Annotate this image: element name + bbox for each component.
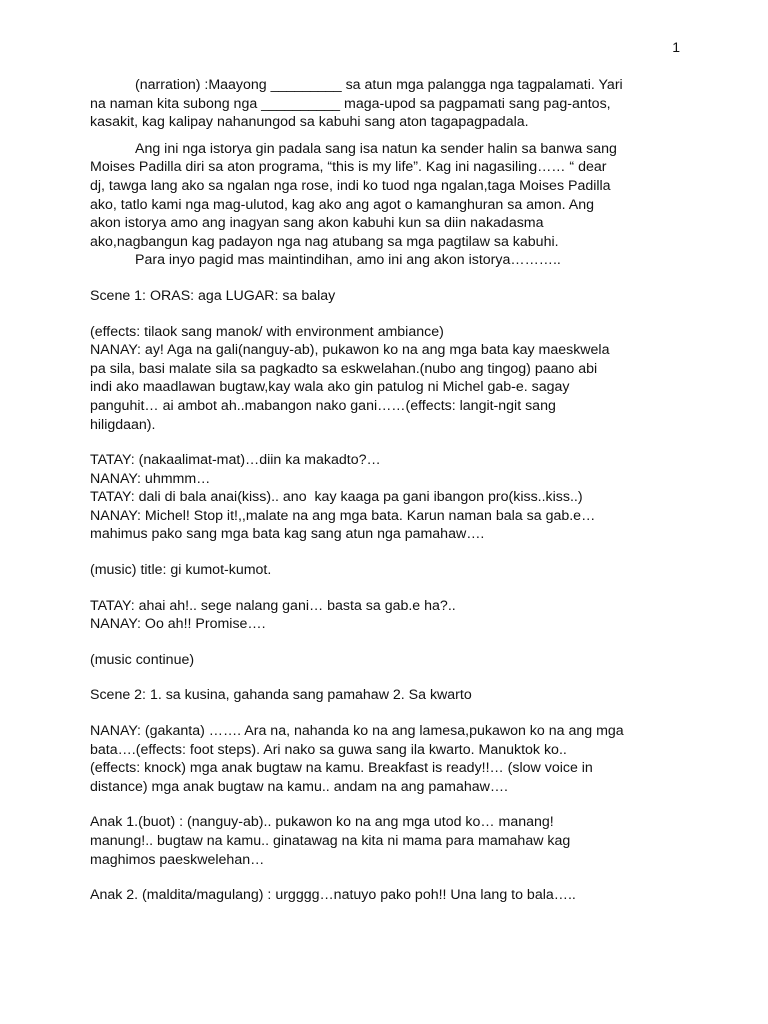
text-line: na naman kita subong nga __________ maga-upod sa pagpamati sang pag-antos, <box>90 95 611 112</box>
text-line: (narration) :Maayong _________ sa atun mga palangga nga tagpalamati. Yari <box>135 77 623 93</box>
paragraph-gap <box>90 132 690 140</box>
paragraph-gap <box>90 434 690 451</box>
text-line: NANAY: uhmmm… <box>90 470 211 487</box>
text-line: manung!.. bugtaw na kamu.. ginatawag na kita ni mama para mamahaw kag <box>90 833 571 849</box>
text-line: Anak 2. (maldita/magulang) : urgggg…natuyo pako poh!! Una lang to bala….. <box>90 887 576 904</box>
text-line: Anak 1.(buot) : (nanguy-ab).. pukawon ko na ang mga utod ko… manang! <box>90 814 554 831</box>
text-line: indi ako maadlawan bugtaw,kay wala ako gin patulog ni Michel gab-e. sagay <box>90 379 570 396</box>
text-line: TATAY: dali di bala anai(kiss).. ano kay kaaga pa gani ibangon pro(kiss..kiss..) <box>90 489 583 506</box>
paragraph <box>90 722 690 796</box>
text-line: ako,nagbangun kag padayon nga nag atubang sa mga pagtilaw sa kabuhi. <box>90 233 559 250</box>
text-line: (music) title: gi kumot-kumot. <box>90 562 272 579</box>
text-line: Scene 1: ORAS: aga LUGAR: sa balay <box>90 287 336 304</box>
paragraph-gap <box>90 869 690 886</box>
text-line: (effects: tilaok sang manok/ with environment ambiance) <box>90 323 444 340</box>
text-line: hiligdaan). <box>90 416 156 433</box>
paragraph-gap <box>90 544 690 561</box>
text-line: NANAY: ay! Aga na gali(nanguy-ab), pukawon ko na ang mga bata kay maeskwela <box>90 342 610 359</box>
text-line: kasakit, kag kalipay nahanungod sa kabuhi sang aton tagapagpadala. <box>90 114 529 131</box>
text-line: dj, tawga lang ako sa ngalan nga rose, indi ko tuod nga ngalan,taga Moises Padilla <box>90 177 611 194</box>
text-line: Scene 2: 1. sa kusina, gahanda sang pamahaw 2. Sa kwarto <box>90 687 472 704</box>
document-body <box>90 76 690 905</box>
page-number: 1 <box>672 39 680 55</box>
paragraph-gap <box>90 270 690 287</box>
text-line: Para inyo pagid mas maintindihan, amo ini ang akon istorya……….. <box>135 252 561 269</box>
paragraph <box>90 287 690 306</box>
text-line: Moises Padilla diri sa aton programa, “this is my life”. Kag ini nagasiling…… “ dear <box>90 159 607 176</box>
text-line: (effects: knock) mga anak bugtaw na kamu. Breakfast is ready!!… (slow voice in <box>90 760 593 777</box>
text-line: maghimos paeskwelehan… <box>90 851 265 868</box>
paragraph <box>90 651 690 670</box>
paragraph <box>90 140 690 270</box>
paragraph-gap <box>90 796 690 813</box>
text-line: distance) mga anak bugtaw na kamu.. andam na ang pamahaw…. <box>90 778 508 795</box>
paragraph <box>90 323 690 435</box>
text-line: NANAY: Oo ah!! Promise…. <box>90 616 266 633</box>
text-line: ako, tatlo kami nga mag-ulutod, kag ako ang agot o kamanghuran sa amon. Ang <box>90 196 594 213</box>
text-line: NANAY: (gakanta) ……. Ara na, nahanda ko na ang lamesa,pukawon ko na ang mga <box>90 723 624 740</box>
text-line: panguhit… ai ambot ah..mabangon nako gani……(effects: langit-ngit sang <box>90 397 556 414</box>
paragraph-gap <box>90 306 690 323</box>
paragraph-gap <box>90 634 690 651</box>
paragraph <box>90 813 690 869</box>
text-line: bata….(effects: foot steps). Ari nako sa guwa sang ila kwarto. Manuktok ko.. <box>90 741 567 758</box>
paragraph <box>90 686 690 705</box>
paragraph <box>90 451 690 544</box>
text-line: TATAY: ahai ah!.. sege nalang gani… basta sa gab.e ha?.. <box>90 597 456 614</box>
text-line: pa sila, basi malate sila sa pagkadto sa eskwelahan.(nubo ang tingog) paano abi <box>90 360 598 377</box>
text-line: Ang ini nga istorya gin padala sang isa natun ka sender halin sa banwa sang <box>135 140 617 157</box>
paragraph-gap <box>90 669 690 686</box>
paragraph <box>90 597 690 634</box>
paragraph <box>90 886 690 905</box>
text-line: (music continue) <box>90 651 195 668</box>
paragraph-gap <box>90 580 690 597</box>
paragraph <box>90 561 690 580</box>
text-line: akon istorya amo ang inagyan sang akon kabuhi kun sa diin nakadasma <box>90 215 544 232</box>
paragraph <box>90 76 690 132</box>
text-line: TATAY: (nakaalimat-mat)…diin ka makadto?… <box>90 452 381 469</box>
text-line: mahimus pako sang mga bata kag sang atun nga pamahaw…. <box>90 526 485 543</box>
paragraph-gap <box>90 705 690 722</box>
text-line: NANAY: Michel! Stop it!,,malate na ang mga bata. Karun naman bala sa gab.e… <box>90 507 596 524</box>
